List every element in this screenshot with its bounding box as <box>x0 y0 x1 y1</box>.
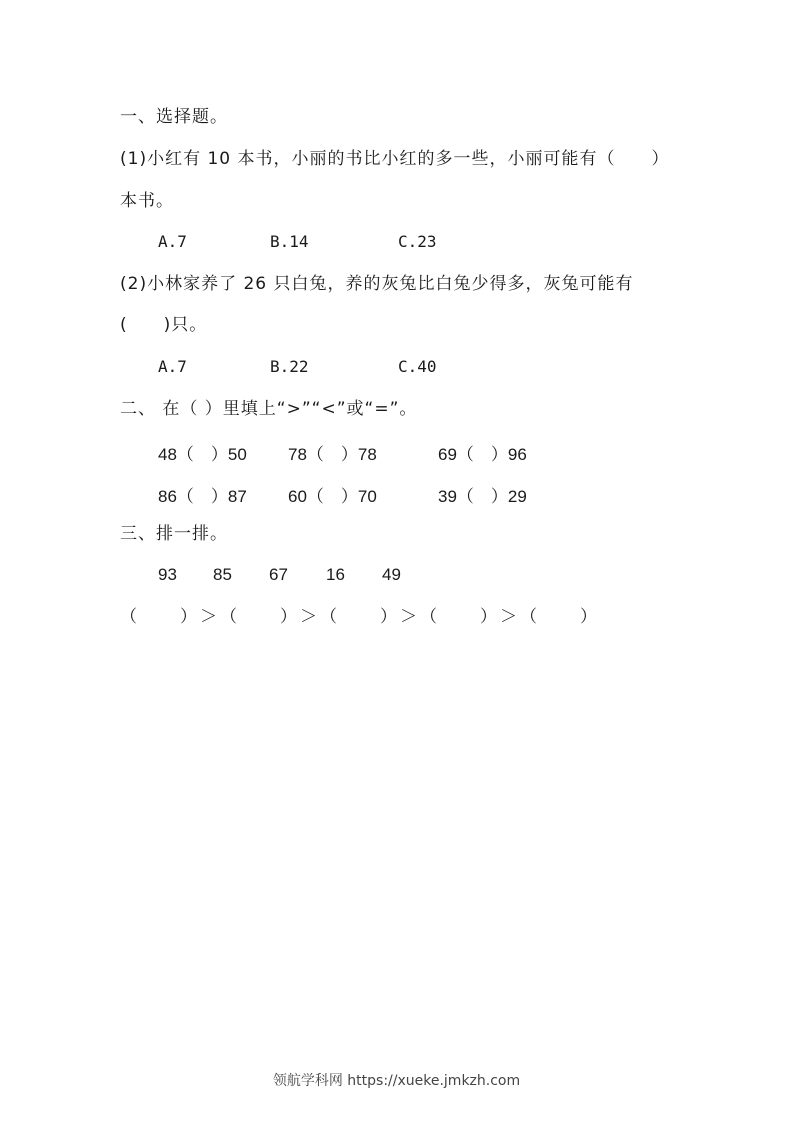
sort-answer-line: （ ）＞（ ）＞（ ）＞（ ）＞（ ） <box>120 607 600 627</box>
footer-watermark: 领航学科网 https://xueke.jmkzh.com <box>272 1073 521 1089</box>
question2-option-b: B.22 <box>270 357 309 376</box>
compare-item: 39（ ）29 <box>438 487 527 506</box>
question2-line2: ( )只。 <box>120 315 208 335</box>
section2-title: 二、 在（ ）里填上“>”“<”或“=”。 <box>120 399 418 419</box>
question1-option-c: C.23 <box>398 232 437 251</box>
compare-item: 60（ ）70 <box>288 487 377 506</box>
question1-line2: 本书。 <box>120 191 174 211</box>
section3-title: 三、排一排。 <box>120 524 228 544</box>
sort-number: 85 <box>213 565 232 584</box>
question2-line1: (2)小林家养了 26 只白兔，养的灰兔比白兔少得多，灰兔可能有 <box>120 274 634 294</box>
sort-number: 49 <box>382 565 401 584</box>
compare-item: 48（ ）50 <box>158 445 247 464</box>
question1-option-b: B.14 <box>270 232 309 251</box>
sort-number: 93 <box>158 565 177 584</box>
compare-item: 86（ ）87 <box>158 487 247 506</box>
sort-number: 67 <box>269 565 288 584</box>
compare-item: 69（ ）96 <box>438 445 527 464</box>
question1-option-a: A.7 <box>158 232 187 251</box>
question1-line1: (1)小红有 10 本书，小丽的书比小红的多一些，小丽可能有（ ） <box>120 149 670 169</box>
question2-option-a: A.7 <box>158 357 187 376</box>
compare-item: 78（ ）78 <box>288 445 377 464</box>
section1-title: 一、选择题。 <box>120 107 228 127</box>
question2-option-c: C.40 <box>398 357 437 376</box>
sort-number: 16 <box>326 565 345 584</box>
